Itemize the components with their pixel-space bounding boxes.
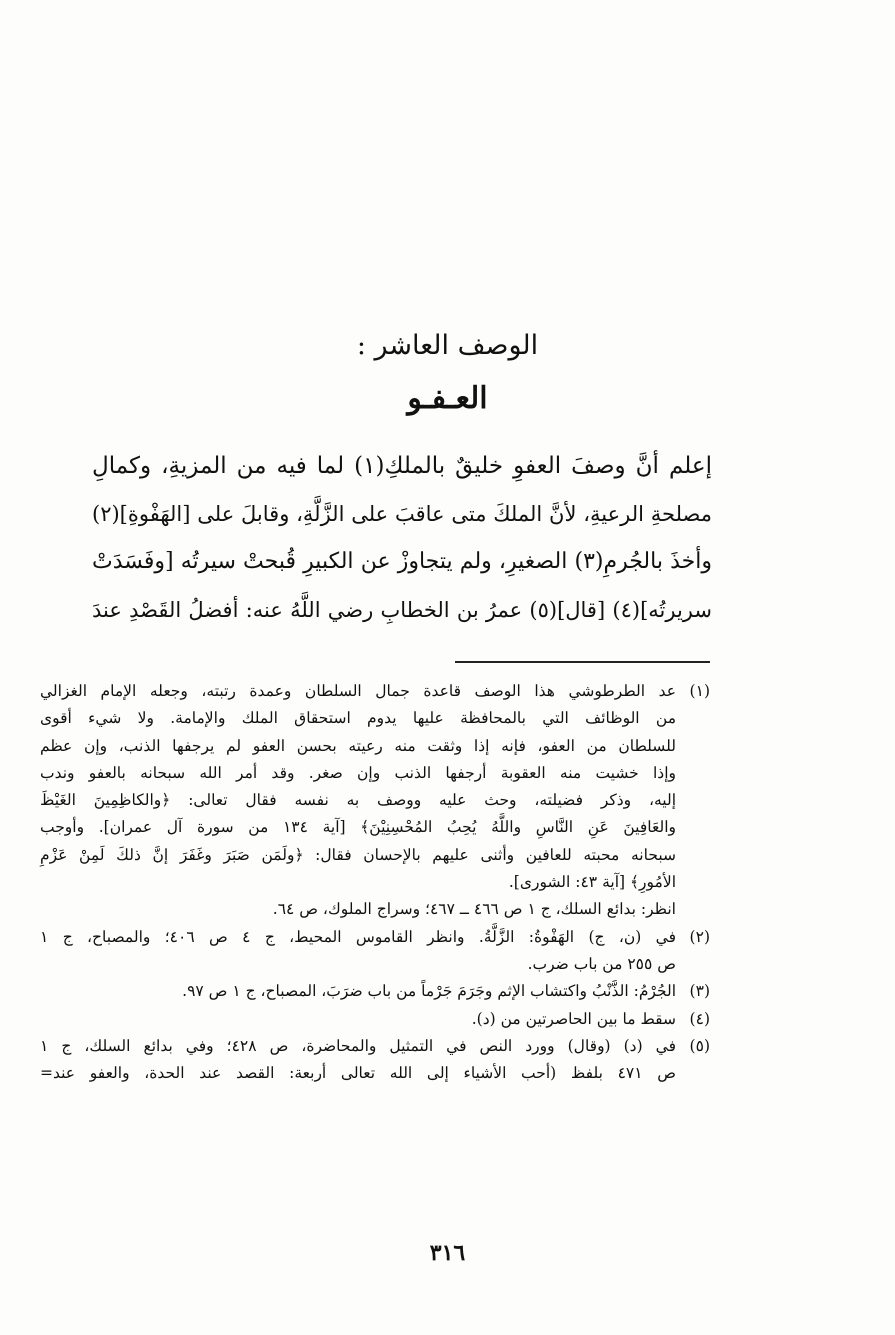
footnote-body — [40, 1006, 676, 1033]
paragraph-line: إعلم أنَّ وصفَ العفوِ خليقٌ بالملكِ(١) لما فيه من المزيةِ، وكمالِ — [92, 453, 712, 479]
footnote-marker: (٢) — [689, 927, 710, 946]
footnote-separator — [455, 661, 710, 663]
footnote-line: ص ٤٧١ بلفظ (أحب الأشياء إلى الله تعالى أربعة: القصد عند الحدة، والعفو عند= — [40, 1064, 677, 1083]
footnote-line: في (ن، ج) الهَفْوةُ: الزَّلَّةُ. وانظر القاموس المحيط، ج ٤ ص ٤٠٦؛ والمصباح، ج ١ — [40, 927, 677, 946]
footnote-4 — [40, 1006, 710, 1033]
footnote-3 — [40, 978, 710, 1005]
footnote-line: الأمُورِ﴾ [آية ٤٣: الشورى]. — [508, 873, 676, 892]
paragraph-line: وأخذَ بالجُرمِ(٣) الصغيرِ، ولم يتجاوزْ عن الكبيرِ قُبحتْ سيرتُه [وفَسَدَتْ — [92, 549, 713, 574]
footnote-5 — [40, 1033, 710, 1088]
footnote-1 — [40, 678, 710, 924]
footnote-line: عد الطرطوشي هذا الوصف قاعدة جمال السلطان وعمدة رتبته، وجعله الإمام الغزالي — [40, 682, 676, 700]
footnote-line: إليه، وذكر فضيلته، وحث عليه ووصف به نفسه فقال تعالى: ﴿والكاظِمِينَ الغَيْظَ — [40, 791, 676, 810]
footnotes-list — [40, 678, 710, 1087]
footnote-body — [40, 924, 676, 979]
footnote-marker: (١) — [689, 682, 710, 700]
main-paragraph — [92, 442, 712, 634]
footnote-body — [40, 678, 676, 924]
chapter-subheading: العـفـو — [407, 380, 488, 416]
footnote-line: ص ٢٥٥ من باب ضرب. — [527, 954, 676, 973]
footnote-2 — [40, 924, 710, 979]
footnote-marker: (٥) — [689, 1036, 710, 1055]
footnote-line: الجُرْمُ: الذَّنْبُ واكتشاب الإثم وجَرَمَ جَرْماً من باب ضرَبَ، المصباح، ج ١ ص ٩٧. — [182, 982, 676, 1001]
chapter-heading: الوصف العاشر : — [356, 330, 539, 362]
footnote-marker: (٣) — [689, 982, 710, 1001]
footnote-line: سبحانه محبته للعافين وأثنى عليهم بالإحسان فقال: ﴿ولَمَن صَبَرَ وغَفَرَ إنَّ ذلكَ لَمِنْ عَزْمِ — [40, 845, 676, 864]
footnote-line: للسلطان من العفو، فإنه إذا وثقت منه رعيته بحسن العفو لم يرجفها الذنب، وإن عظم — [40, 736, 676, 755]
paragraph-line: مصلحةِ الرعيةِ، لأنَّ الملكَ متى عاقبَ على الزَّلَّةِ، وقابلَ على [الهَفْوةِ](٢) — [92, 502, 712, 526]
footnote-line: انظر: بدائع السلك، ج ١ ص ٤٦٦ ــ ٤٦٧؛ وسراج الملوك، ص ٦٤. — [272, 900, 676, 919]
footnote-body — [40, 1033, 676, 1088]
footnote-line: من الوظائف التي بالمحافظة عليها يدوم استحقاق الملك والإمامة. ولا شيء أقوى — [40, 709, 676, 728]
page-number: ٣١٦ — [429, 1240, 466, 1266]
footnote-body — [40, 978, 676, 1005]
paragraph-line: سريرتُه](٤) [قال](٥) عمرُ بن الخطابِ رضي اللَّهُ عنه: أفضلُ القَصْدِ عندَ — [92, 598, 712, 622]
footnote-line: في (د) (وقال) وورد النص في التمثيل والمحاضرة، ص ٤٢٨؛ وفي بدائع السلك، ج ١ — [40, 1036, 676, 1055]
footnote-marker: (٤) — [689, 1009, 710, 1028]
footnote-line: والعَافِينَ عَنِ النَّاسِ واللَّهُ يُحِبُ المُحْسِنِيْنَ﴾ [آية ١٣٤ من سورة آل عمران]. وأوجب — [40, 818, 676, 837]
footnote-line: وإذا خشيت منه العقوبة أرجفها الذنب وإن صغر. وقد أمر الله سبحانه بالعفو وندب — [40, 763, 676, 782]
footnote-line: سقط ما بين الحاصرتين من (د). — [471, 1009, 676, 1028]
